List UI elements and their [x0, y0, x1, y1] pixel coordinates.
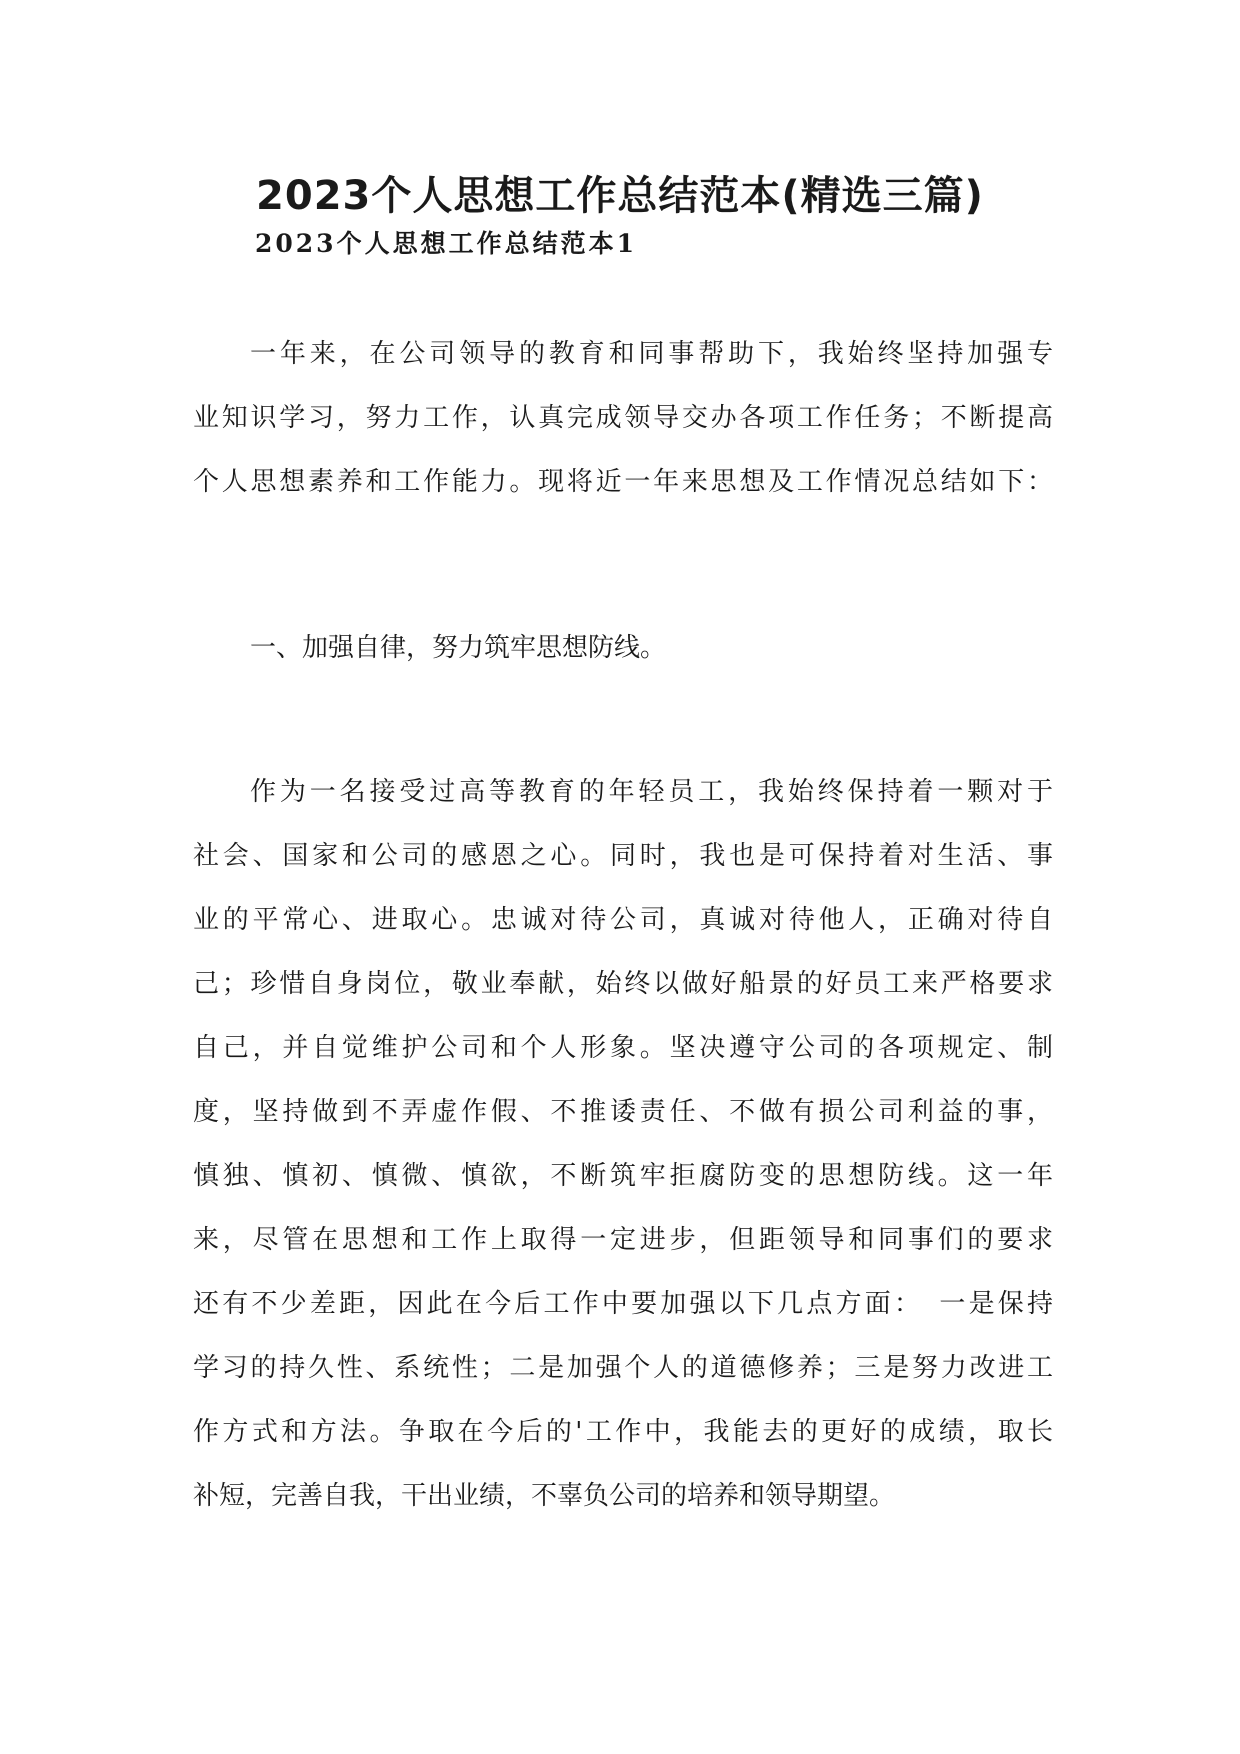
paragraph-line: 业的平常心、进取心。忠诚对待公司，真诚对待他人，正确对待自: [193, 905, 1053, 935]
paragraph-line: 学习的持久性、系统性；二是加强个人的道德修养；三是努力改进工: [193, 1353, 1053, 1383]
paragraph-line: 一、加强自律，努力筑牢思想防线。: [250, 633, 667, 663]
paragraph-line: 社会、国家和公司的感恩之心。同时，我也是可保持着对生活、事: [193, 841, 1053, 871]
paragraph-line: 己；珍惜自身岗位，敬业奉献，始终以做好船景的好员工来严格要求: [193, 969, 1053, 999]
paragraph-line: 慎独、慎初、慎微、慎欲，不断筑牢拒腐防变的思想防线。这一年: [193, 1161, 1053, 1191]
paragraph-line: 度，坚持做到不弄虚作假、不推诿责任、不做有损公司利益的事，: [193, 1097, 1053, 1127]
paragraph-line: 自己，并自觉维护公司和个人形象。坚决遵守公司的各项规定、制: [193, 1033, 1053, 1063]
paragraph-line: 个人思想素养和工作能力。现将近一年来思想及工作情况总结如下：: [193, 467, 1053, 497]
body-paragraph: [193, 760, 1053, 1528]
paragraph-line: 还有不少差距，因此在今后工作中要加强以下几点方面： 一是保持: [193, 1289, 1053, 1319]
document-title: 2023个人思想工作总结范本(精选三篇): [256, 173, 984, 219]
intro-paragraph: [193, 322, 1053, 514]
paragraph-line: 来，尽管在思想和工作上取得一定进步，但距领导和同事们的要求: [193, 1225, 1053, 1255]
paragraph-line: 作方式和方法。争取在今后的'工作中，我能去的更好的成绩，取长: [193, 1417, 1053, 1447]
section-heading-paragraph: [193, 616, 1053, 680]
paragraph-line: 业知识学习，努力工作，认真完成领导交办各项工作任务；不断提高: [193, 403, 1053, 433]
paragraph-line: 一年来，在公司领导的教育和同事帮助下，我始终坚持加强专: [250, 339, 1053, 369]
section-subtitle: 2023个人思想工作总结范本1: [255, 229, 637, 258]
paragraph-line: 作为一名接受过高等教育的年轻员工，我始终保持着一颗对于: [250, 777, 1053, 807]
paragraph-line: 补短，完善自我，干出业绩，不辜负公司的培养和领导期望。: [193, 1481, 896, 1511]
